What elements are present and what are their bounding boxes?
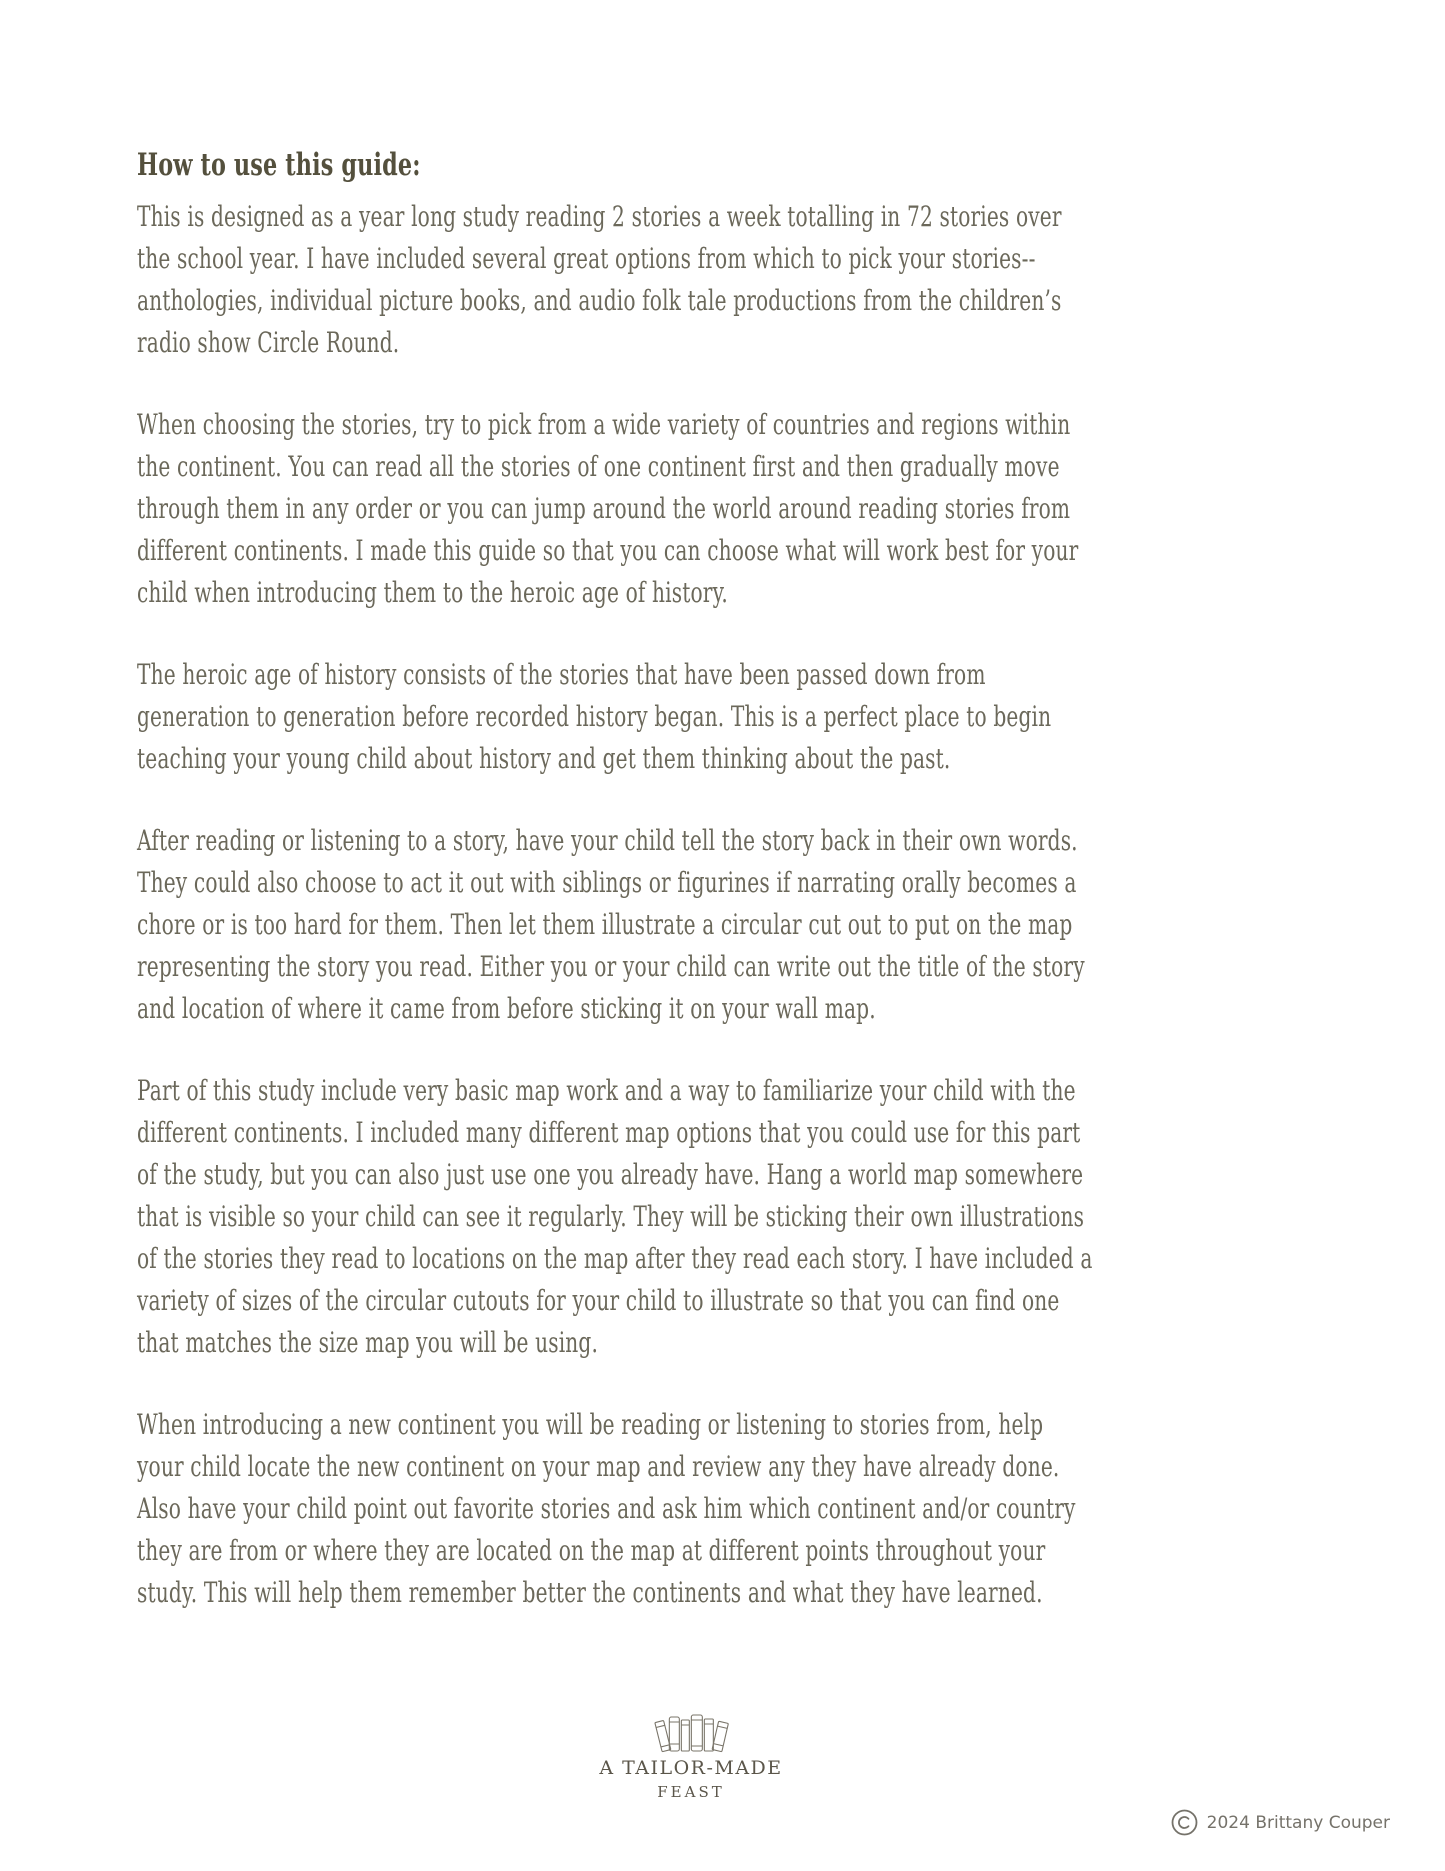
brand-subname: FEAST — [657, 1783, 725, 1801]
paragraph-intro: This is designed as a year long study reading 2 stories a week totalling in 72 stories over the school year. I have included several great options from which to pick your stories--anthologies, individual picture books, and audio folk tale productions from the children’s radio show Circle Round. — [137, 200, 1062, 359]
paragraph-new-continent: When introducing a new continent you will be reading or listening to stories from, help your child locate the new continent on your map and review any they have already done. Also have your child point out favorite stories and ask him which continent and/or country they are from or where they are located on the map at different points throughout your study. This will help them remember better the continents and what they have learned. — [137, 1408, 1076, 1609]
books-icon — [652, 1712, 730, 1757]
document-body — [137, 146, 1095, 1654]
copyright-notice — [1171, 1809, 1390, 1836]
copyright-icon — [1171, 1809, 1198, 1836]
paragraph-heroic-age: The heroic age of history consists of the stories that have been passed down from generation to generation before recorded history began. This is a perfect place to begin teaching your young child about history and get them thinking about the past. — [137, 658, 1052, 775]
brand-name: A TAILOR-MADE — [599, 1757, 783, 1779]
paragraph-narration: After reading or listening to a story, have your child tell the story back in their own words. They could also choose to act it out with siblings or figurines if narrating orally becomes a chore or is too hard for them. Then let them illustrate a circular cut out to put on the map representing the story you read. Either you or your child can write out the title of the story and location of where it came from before sticking it on your wall map. — [137, 824, 1085, 1025]
paragraph-map-work: Part of this study include very basic map work and a way to familiarize your child with the different continents. I included many different map options that you could use for this part of the study, but you can also just use one you already have. Hang a world map somewhere that is visible so your child can see it regularly. They will be sticking their own illustrations of the stories they read to locations on the map after they read each story. I have included a variety of sizes of the circular cutouts for your child to illustrate so that you can find one that matches the size map you will be using. — [137, 1074, 1093, 1359]
paragraph-choosing-stories: When choosing the stories, try to pick from a wide variety of countries and regions within the continent. You can read all the stories of one continent first and then gradually move through them in any order or you can jump around the world around reading stories from different continents. I made this guide so that you can choose what will work best for your child when introducing them to the heroic age of history. — [137, 408, 1079, 609]
page-title: How to use this guide: — [137, 147, 421, 183]
brand-logo — [599, 1712, 782, 1801]
copyright-text: 2024 Brittany Couper — [1206, 1812, 1390, 1833]
